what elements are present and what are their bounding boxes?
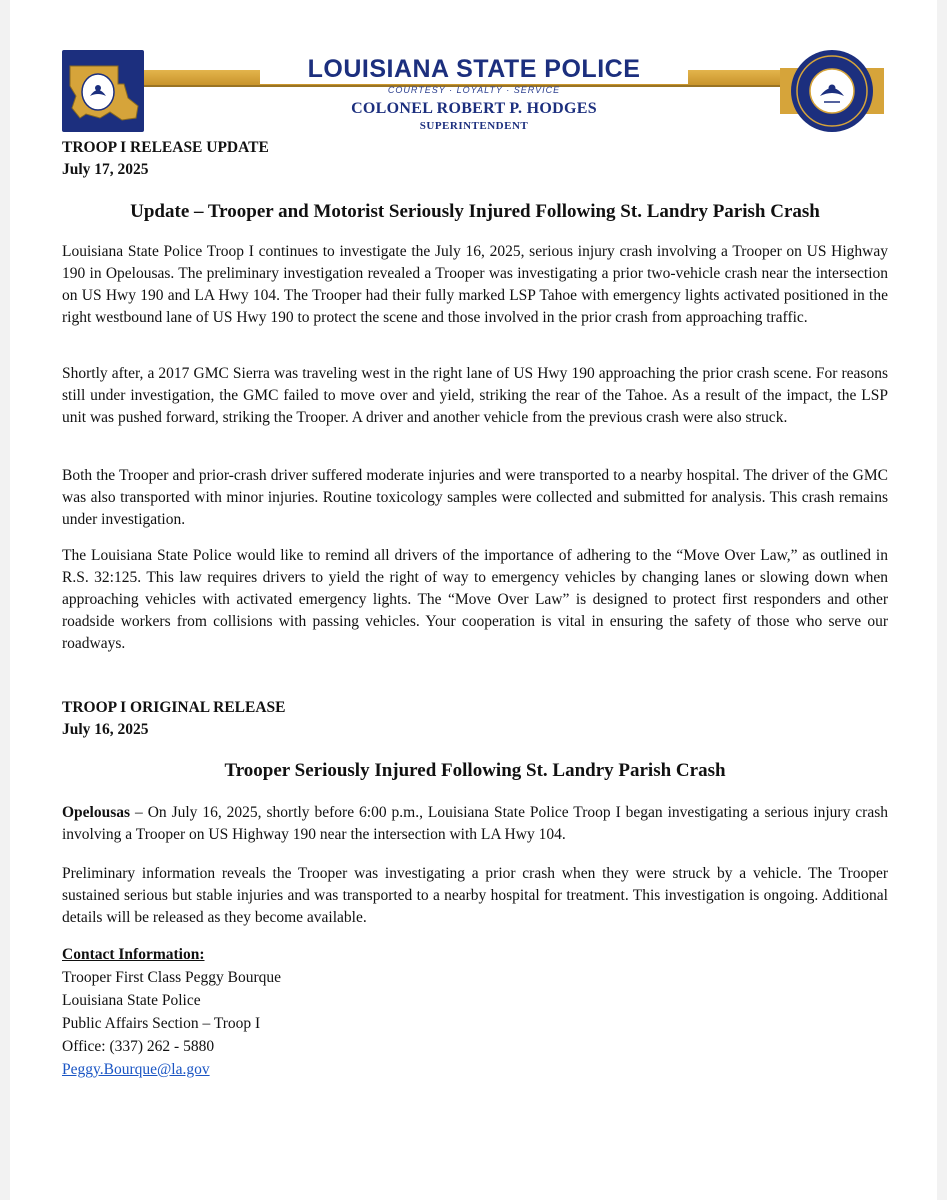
update-paragraph-3 [62, 465, 888, 531]
original-release-label: TROOP I ORIGINAL RELEASE [62, 699, 286, 716]
agency-motto: COURTESY · LOYALTY · SERVICE [387, 85, 561, 95]
paragraph-text: Shortly after, a 2017 GMC Sierra was traveling west in the right lane of US Hwy 190 approaching the prior crash scene. For reasons still under investigation, the GMC failed to move over and yield, striking the rear of the Tahoe. As a result of the impact, the LSP unit was pushed forward, striking the Trooper. A driver and another vehicle from the previous crash were also struck. [62, 365, 888, 426]
letterhead [60, 48, 884, 136]
colonel-name: COLONEL ROBERT P. HODGES [351, 100, 597, 117]
original-headline: Trooper Seriously Injured Following St. Landry Parish Crash [224, 760, 726, 781]
contact-email-link[interactable]: Peggy.Bourque@la.gov [62, 1061, 210, 1078]
original-paragraph-2 [62, 863, 888, 929]
paragraph-text: Both the Trooper and prior-crash driver suffered moderate injuries and were transported to a nearby hospital. The driver of the GMC was also transported with minor injuries. Routine toxicology samples were collected and submitted for analysis. This crash remains under investigation. [62, 467, 888, 528]
contact-block [62, 943, 888, 1081]
lead-text: – On July 16, 2025, shortly before 6:00 p.m., Louisiana State Police Troop I began investigating a serious injury crash involving a Trooper on US Highway 190 near the intersection with LA Hwy 104. [62, 804, 888, 843]
trooper-badge-icon [60, 48, 146, 134]
page-top-margin [0, 0, 947, 32]
update-headline: Update – Trooper and Motorist Seriously Injured Following St. Landry Parish Crash [130, 201, 820, 222]
contact-office-phone: Office: (337) 262 - 5880 [62, 1038, 215, 1055]
superintendent-title: SUPERINTENDENT [419, 120, 529, 132]
paragraph-text: Preliminary information reveals the Trooper was investigating a prior crash when they were struck by a vehicle. The Trooper sustained serious but stable injuries and was transported to a nearby hospital for treatment. This investigation is ongoing. Additional details will be released as they become available. [62, 865, 888, 926]
paragraph-text [62, 802, 888, 846]
page-right-border [937, 0, 947, 1200]
update-paragraph-1 [62, 241, 888, 329]
contact-section: Public Affairs Section – Troop I [62, 1015, 261, 1032]
update-release-label: TROOP I RELEASE UPDATE [62, 139, 269, 156]
state-seal-icon [780, 48, 884, 134]
update-release-date: July 17, 2025 [62, 161, 149, 178]
update-paragraph-4 [62, 545, 888, 655]
contact-title: Contact Information: [62, 946, 205, 963]
update-paragraph-2 [62, 363, 888, 429]
page-left-border [0, 0, 10, 1200]
original-paragraph-1 [62, 802, 888, 846]
contact-agency: Louisiana State Police [62, 992, 201, 1009]
paragraph-text: The Louisiana State Police would like to remind all drivers of the importance of adhering to the “Move Over Law,” as outlined in R.S. 32:125. This law requires drivers to yield the right of way to emergency vehicles by changing lanes or slowing down when approaching vehicles with activated emergency lights. The “Move Over Law” is designed to protect first responders and other roadside workers from collisions with passing vehicles. Your cooperation is vital in ensuring the safety of those who serve our roadways. [62, 547, 888, 652]
agency-title: LOUISIANA STATE POLICE [260, 52, 688, 84]
lead-city: Opelousas [62, 804, 131, 821]
original-release-date: July 16, 2025 [62, 721, 149, 738]
contact-name: Trooper First Class Peggy Bourque [62, 969, 282, 986]
paragraph-text: Louisiana State Police Troop I continues to investigate the July 16, 2025, serious injury crash involving a Trooper on US Highway 190 in Opelousas. The preliminary investigation revealed a Trooper was investigating a prior two-vehicle crash near the intersection on US Hwy 190 and LA Hwy 104. The Trooper had their fully marked LSP Tahoe with emergency lights activated positioned in the right westbound lane of US Hwy 190 to protect the scene and those involved in the prior crash from approaching traffic. [62, 243, 888, 326]
